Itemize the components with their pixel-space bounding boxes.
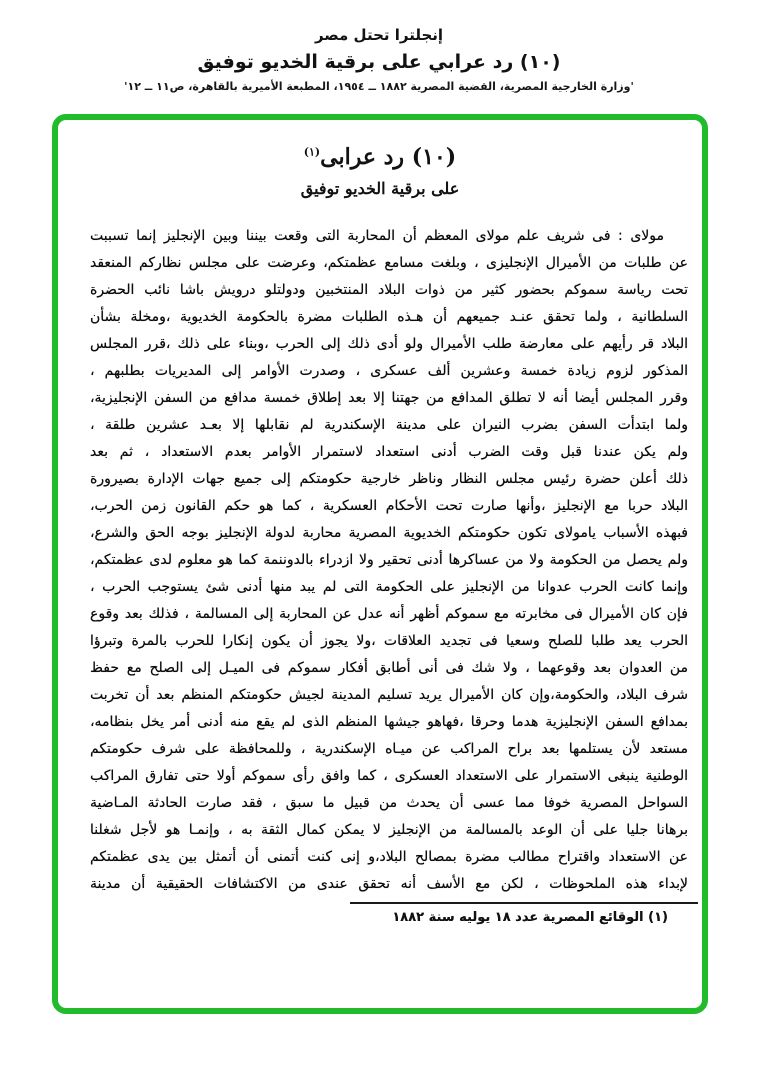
scanned-document-frame — [52, 114, 708, 1014]
body-line: البلاد قر رأيهم على معارضة طلب الأميرال ولو أدى ذلك إلى الحرب ،وبناء على ذلك ،قرر المجلس — [90, 336, 688, 352]
body-line: السواحل المصرية خوفا مما عسى أن يحدث من قبيل ما سبق ، فقد صارت الحادثة المـاضية — [90, 795, 688, 811]
body-line: فإن كان الأميرال فى مخابرته مع سموكم أظهر أنه عدل عن المحاربة إلى المسالمة ، فذلك بعد وقوع — [90, 606, 688, 622]
document-subtitle: على برقية الخديو توفيق — [300, 179, 460, 198]
body-line: ولم يحصل من الحكومة ولا من عساكرها أدنى تحقير ولا ازدراء بالدوننمة كما هو معلوم لدى عظمتكم، — [90, 552, 688, 568]
footnote-text: (١) الوقائع المصرية عدد ١٨ يوليه سنة ١٨٨٢ — [392, 910, 668, 925]
document-title-text: (١٠) رد عرابى — [320, 144, 457, 170]
body-line: وقرر المجلس أيضا أنه لا تطلق المدافع من جهتنا إلا بعد إطلاق خمسة مدافع من السفن الإنجليزية، — [90, 390, 688, 406]
body-line: ولما ابتدأت السفن بضرب النيران على مدينة الإسكندرية لم نقابلها إلا بعـد عشرين طلقة ، — [90, 417, 688, 433]
document-body-text — [90, 223, 688, 898]
body-line: المذكور لزوم زيادة خمسة وعشرين ألف عسكرى ، وصدرت الأوامر إلى المديريات بطلبهم ، — [90, 363, 688, 379]
body-line: عن الاستعداد واقتراح مطالب مضرة بمصالح البلاد،و إنى كنت أتمنى أن أتمثل بين يدى عظمتكم — [90, 849, 688, 865]
body-line: بمدافع السفن الإنجليزية هدما وحرقا ،فهاهو جيشها المنظم الذى لم يقع منه أدنى أمر يخل بنظامه، — [90, 714, 688, 730]
body-line: فبهذه الأسباب يامولاى تكون حكومتكم الخديوية المصرية محاربة لدولة الإنجليز بوجه الحق والشرع، — [90, 525, 688, 541]
body-line: مولاى : فى شريف علم مولاى المعظم أن المحاربة التى وقعت بيننا وبين الإنجليز إنما تسببت — [90, 228, 664, 244]
footnote-separator-rule — [350, 902, 698, 904]
body-line: لإبداء هذه الملحوظات ، لكن مع الأسف أنه تحقق عندى من الاكتشافات الحقيقية أن مدينة — [90, 876, 688, 892]
document-title — [58, 144, 702, 170]
chapter-heading: إنجلترا تحتل مصر — [314, 26, 444, 44]
body-line: من العدوان بعد وقوعهما ، ولا شك فى أنى أطابق أفكار سموكم فى الميـل إلى الصلح مع حفظ — [90, 660, 688, 676]
body-line: تحت رياسة سموكم بحضور كثير من ذوات البلاد المنتخبين ودولتلو درويش باشا نائب الحضرة — [90, 282, 688, 298]
body-line: عن طلبات من الأميرال الإنجليزى ، وبلغت مسامع عظمتكم، وعرضت على مجلس نظاركم المنعقد — [90, 255, 688, 271]
body-line: شرف البلاد، والحكومة،وإن كان الأميرال يريد تسليم المدينة لجيش حكومتكم المنظم بعد أن تخربت — [90, 687, 688, 703]
footnote-reference-marker: (١) — [303, 145, 321, 159]
body-line: ذلك أعلن حضرة رئيس مجلس النظار وناظر خارجية حكومتكم إلى جميع جهات الإدارة بصيرورة — [90, 471, 688, 487]
body-line: السلطانية ، ولما تحقق عنـد جميعهم أن هـذه الطلبات مضرة بالحكومة الخديوية ،ومخلة بشأن — [90, 309, 688, 325]
body-line: ولم يكن عندنا قبل وقت الضرب أدنى استعداد لاستمرار الأوامر بعدم الاستعداد ، ثم بعد — [90, 444, 688, 460]
body-line: الوطنية ينبغى الاستمرار على الاستعداد العسكرى ، كما وافق رأى سموكم أولا حتى تفارق المراكب — [90, 768, 688, 784]
body-line: وإنما كانت الحرب عدوانا من الإنجليز على الحكومة التى لم يبد منها أدنى شئ يستوجب الحرب ، — [90, 579, 688, 595]
body-line: البلاد حربا مع الإنجليز ،وأنها صارت تحت الأحكام العسكرية ، كما هو حكم القانون زمن الحرب، — [90, 498, 688, 514]
source-citation: 'وزارة الخارجية المصرية، القضية المصرية ١٨٨٢ ــ ١٩٥٤، المطبعة الأميرية بالقاهرة، ص١١ ــ ١٢' — [124, 80, 634, 93]
page-header — [0, 0, 758, 93]
body-line: برهانا جليا على أن الوعد بالمسالمة من الإنجليز لا يمكن كمال الثقة به ، وإنمـا هو لأجل شغلنا — [90, 822, 688, 838]
document-heading: (١٠) رد عرابي على برقية الخديو توفيق — [197, 51, 561, 73]
body-line: الحرب يعد طلبا للصلح وسعيا فى تجديد العلاقات ،ولا يجوز أن يكون إنكارا للحرب بالمرة وتبرؤا — [90, 633, 688, 649]
body-line: مستعد لأن يستلمها بعد براح المراكب عن ميـاه الإسكندرية ، وللمحافظة على شرف حكومتكم — [90, 741, 688, 757]
